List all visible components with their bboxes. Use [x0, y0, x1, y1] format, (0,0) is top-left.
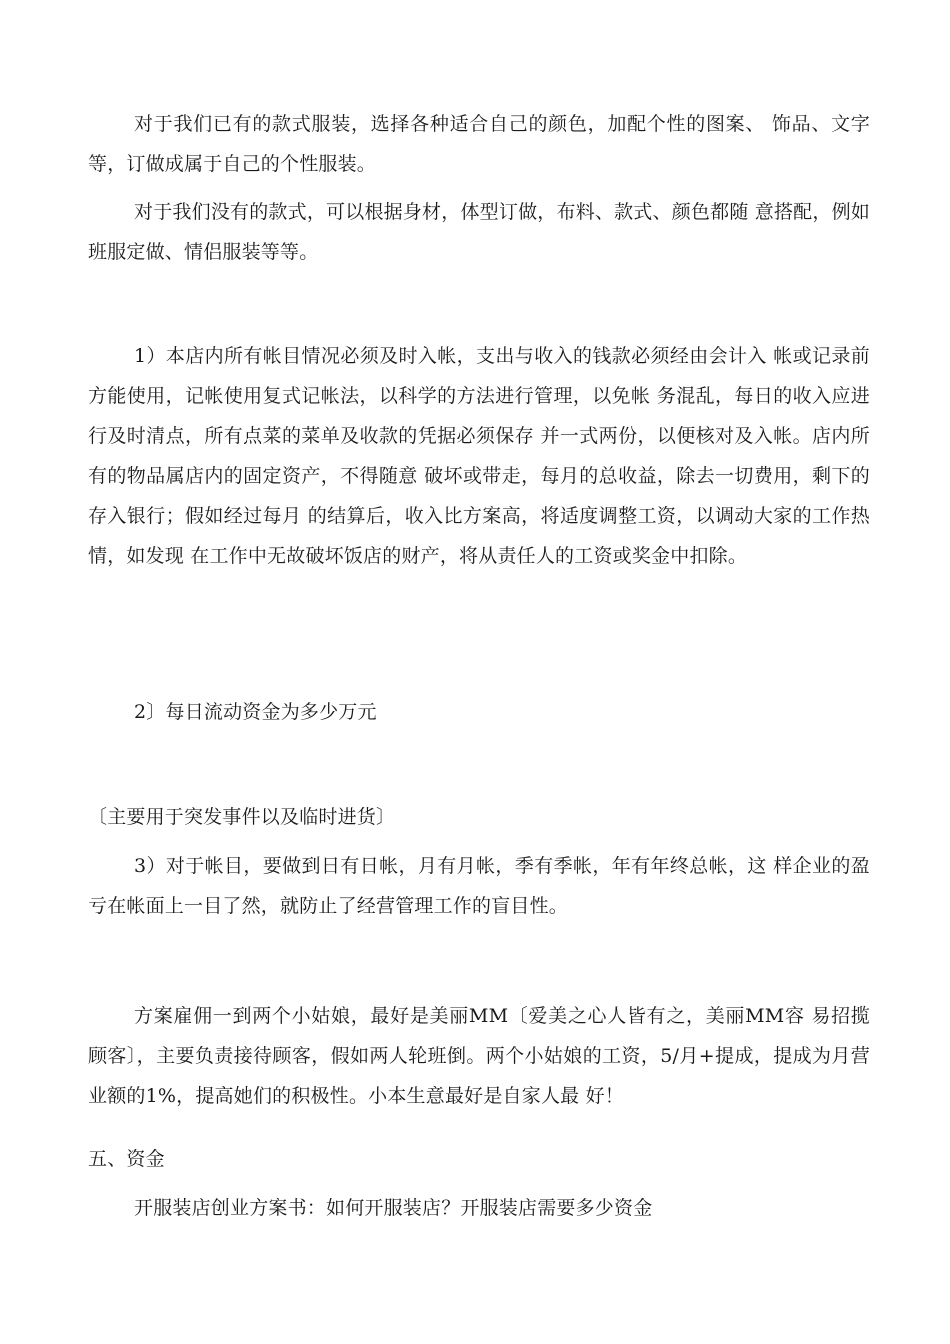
- section-heading-funds: 五、资金: [88, 1148, 165, 1170]
- paragraph-funds-purpose: 〔主要用于突发事件以及临时进货〕: [88, 806, 396, 828]
- paragraph-custom-tailoring: 对于我们没有的款式，可以根据身材，体型订做，布料、款式、颜色都随 意搭配，例如班服定做、情侣服装等等。: [88, 201, 870, 263]
- paragraph-accounting-rules: 1）本店内所有帐目情况必须及时入帐，支出与收入的钱款必须经由会计入 帐或记录前方能使用，记帐使用复式记帐法，以科学的方法进行管理，以免帐 务混乱，每日的收入应进行及时清点，所有点菜的菜单及收款的凭据必须保存 并一式两份，以便核对及入帐。店内所有的物品属店内的固定资产，不得随意 破坏或带走，每月的总收益，除去一切费用，剩下的存入银行；假如经过每月 的结算后，收入比方案高，将适度调整工资，以调动大家的工作热情，如发现 在工作中无故破坏饭店的财产，将从责任人的工资或奖金中扣除。: [88, 345, 870, 567]
- paragraph-daily-funds: 2〕每日流动资金为多少万元: [134, 701, 377, 723]
- paragraph-custom-styles: 对于我们已有的款式服装，选择各种适合自己的颜色，加配个性的图案、 饰品、文字等，订做成属于自己的个性服装。: [88, 113, 870, 175]
- paragraph-staff-plan: 方案雇佣一到两个小姑娘，最好是美丽MM〔爱美之心人皆有之，美丽MM容 易招揽顾客〕，主要负责接待顾客，假如两人轮班倒。两个小姑娘的工资，5/月+提成，提成为月营业额的1%，提高她们的积极性。小本生意最好是自家人最 好！: [88, 1005, 870, 1107]
- paragraph-business-plan-title: 开服装店创业方案书：如何开服装店？开服装店需要多少资金: [134, 1197, 653, 1219]
- paragraph-account-periods: 3）对于帐目，要做到日有日帐，月有月帐，季有季帐，年有年终总帐，这 样企业的盈亏在帐面上一目了然，就防止了经营管理工作的盲目性。: [88, 855, 870, 917]
